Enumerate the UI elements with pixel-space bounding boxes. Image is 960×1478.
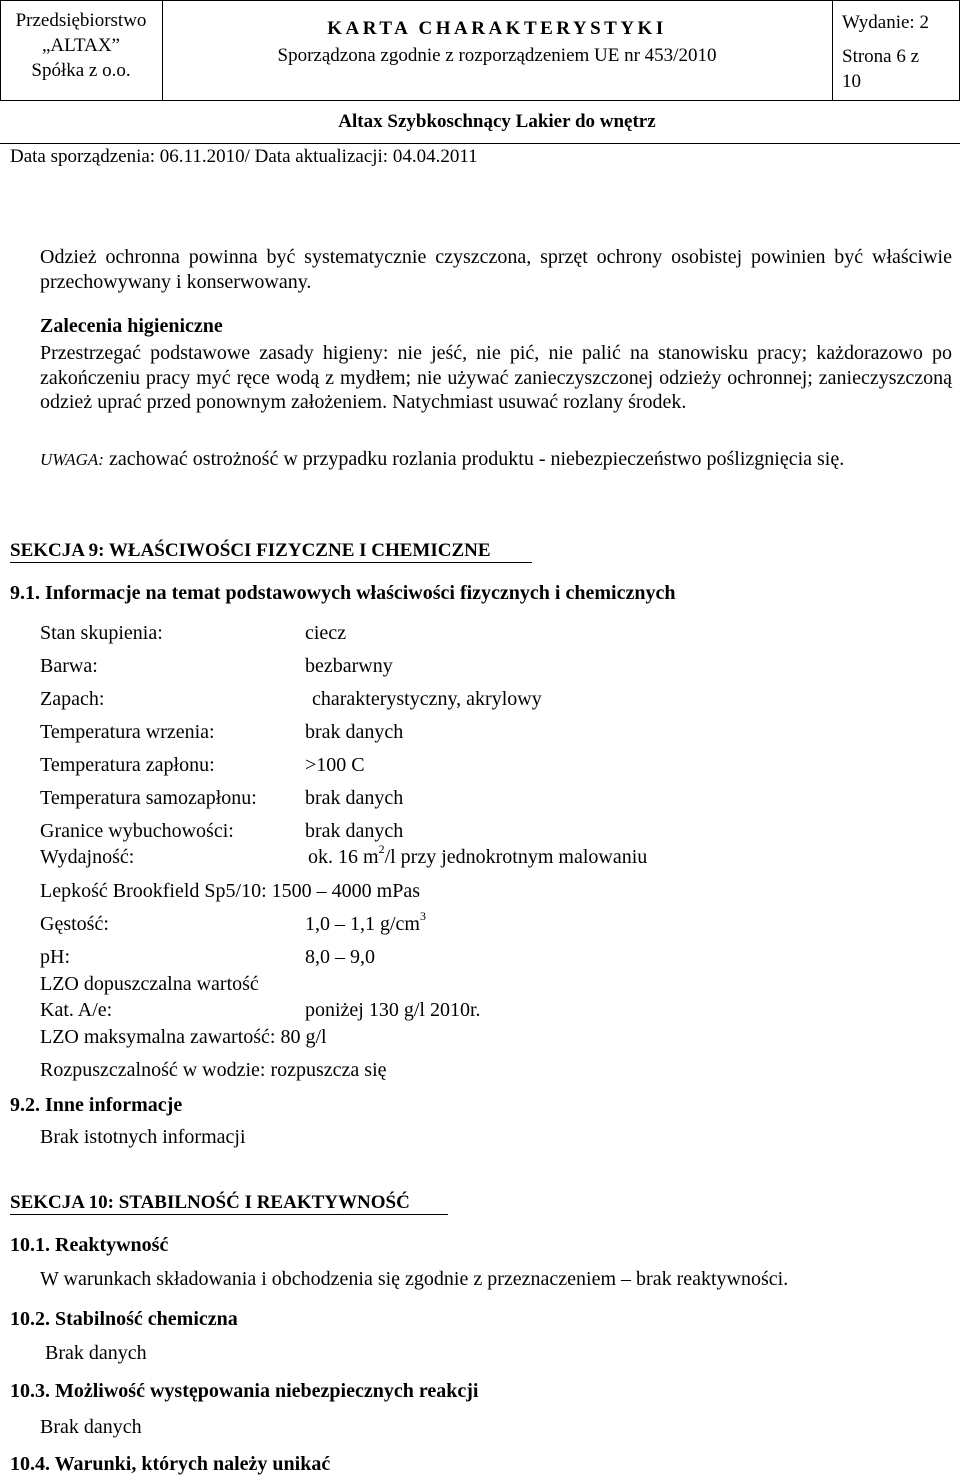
lzo-max-line: LZO maksymalna zawartość: 80 g/l <box>40 1026 327 1048</box>
section-10-1-text: W warunkach składowania i obchodzenia się zgodnie z przeznaczeniem – brak reaktywności. <box>40 1268 789 1290</box>
section-9-1-heading: 9.1. Informacje na temat podstawowych właściwości fizycznych i chemicznych <box>10 582 676 604</box>
protective-clothing-paragraph: Odzież ochronna powinna być systematycznie czyszczona, sprzęt ochrony osobistej powinien być właściwie przechowywany i konserwowany. <box>40 246 952 293</box>
edition-number: Wydanie: 2 <box>842 12 929 33</box>
prop-label: Temperatura zapłonu: <box>40 754 215 776</box>
document-header <box>0 0 960 143</box>
hygiene-title: Zalecenia higieniczne <box>40 315 223 337</box>
lzo-label-line2: Kat. A/e: <box>40 999 113 1021</box>
lepkosc-line: Lepkość Brookfield Sp5/10: 1500 – 4000 mPas <box>40 880 420 902</box>
lzo-value: poniżej 130 g/l 2010r. <box>305 999 481 1021</box>
section-9-2-text: Brak istotnych informacji <box>40 1126 246 1148</box>
product-name: Altax Szybkoschnący Lakier do wnętrz <box>338 111 656 132</box>
prop-label: Temperatura wrzenia: <box>40 721 215 743</box>
header-divider-2 <box>832 0 833 100</box>
warning-paragraph <box>40 447 952 473</box>
page-number-line2: 10 <box>842 71 861 92</box>
company-name-line1: Przedsiębiorstwo <box>15 10 147 31</box>
gestosc-value <box>305 909 426 936</box>
prop-label: Temperatura samozapłonu: <box>40 787 257 809</box>
prop-label: Granice wybuchowości: <box>40 820 234 842</box>
warning-label: UWAGA: <box>40 450 104 469</box>
section-9-title: SEKCJA 9: WŁAŚCIWOŚCI FIZYCZNE I CHEMICZNE <box>10 540 532 563</box>
prop-value: bezbarwny <box>305 655 393 677</box>
header-mid-border <box>0 100 960 101</box>
prop-value: brak danych <box>305 721 404 743</box>
section-10-2-heading: 10.2. Stabilność chemiczna <box>10 1308 238 1330</box>
header-top-border <box>0 0 960 1</box>
gestosc-value-sup: 3 <box>420 909 426 923</box>
solubility-line: Rozpuszczalność w wodzie: rozpuszcza się <box>40 1059 387 1081</box>
gestosc-value-text: 1,0 – 1,1 g/cm <box>305 913 420 935</box>
section-10-3-text: Brak danych <box>40 1416 142 1438</box>
prop-value: charakterystyczny, akrylowy <box>312 688 542 710</box>
section-10-2-text: Brak danych <box>45 1342 147 1364</box>
prop-value: >100 C <box>305 754 365 776</box>
wydajnosc-value-sup: 2 <box>378 842 385 856</box>
ph-value: 8,0 – 9,0 <box>305 946 375 968</box>
header-bottom-border <box>0 143 960 144</box>
company-name-line3: Spółka z o.o. <box>31 60 131 81</box>
prop-value: brak danych <box>305 820 404 842</box>
ph-label: pH: <box>40 946 70 968</box>
section-10-4-heading: 10.4. Warunki, których należy unikać <box>10 1453 331 1475</box>
section-10-title: SEKCJA 10: STABILNOŚĆ I REAKTYWNOŚĆ <box>10 1192 448 1215</box>
wydajnosc-label: Wydajność: <box>40 846 135 868</box>
hygiene-text: Przestrzegać podstawowe zasady higieny: nie jeść, nie pić, nie palić na stanowisku pracy; każdorazowo po zakończeniu pracy myć ręce wodą z mydłem; nie używać zanieczyszczonej odzieży ochronnej; zanieczyszczoną odzież uprać przed ponownym założeniem. Natychmiast usuwać rozlany środek. <box>40 342 952 413</box>
prop-label: Stan skupienia: <box>40 622 163 644</box>
document-dates: Data sporządzenia: 06.11.2010/ Data aktualizacji: 04.04.2011 <box>10 146 478 167</box>
company-name-line2: „ALTAX” <box>42 35 120 56</box>
prop-label: Barwa: <box>40 655 98 677</box>
wydajnosc-value <box>308 842 648 869</box>
prop-value: ciecz <box>305 622 347 644</box>
wydajnosc-value-post: /l przy jednokrotnym malowaniu <box>384 846 648 868</box>
document-title: KARTA CHARAKTERYSTYKI <box>327 18 667 39</box>
warning-text: zachować ostrożność w przypadku rozlania produktu - niebezpieczeństwo poślizgnięcia się. <box>103 448 845 470</box>
page-number-line1: Strona 6 z <box>842 46 920 67</box>
gestosc-label: Gęstość: <box>40 913 109 935</box>
lzo-label-line1: LZO dopuszczalna wartość <box>40 973 259 995</box>
section-10-3-heading: 10.3. Możliwość występowania niebezpiecznych reakcji <box>10 1380 479 1402</box>
section-10-1-heading: 10.1. Reaktywność <box>10 1234 169 1256</box>
regulation-note: Sporządzona zgodnie z rozporządzeniem UE nr 453/2010 <box>277 45 717 66</box>
prop-value: brak danych <box>305 787 404 809</box>
section-9-2-heading: 9.2. Inne informacje <box>10 1094 183 1116</box>
wydajnosc-value-pre: ok. 16 m <box>308 846 379 868</box>
prop-label: Zapach: <box>40 688 105 710</box>
